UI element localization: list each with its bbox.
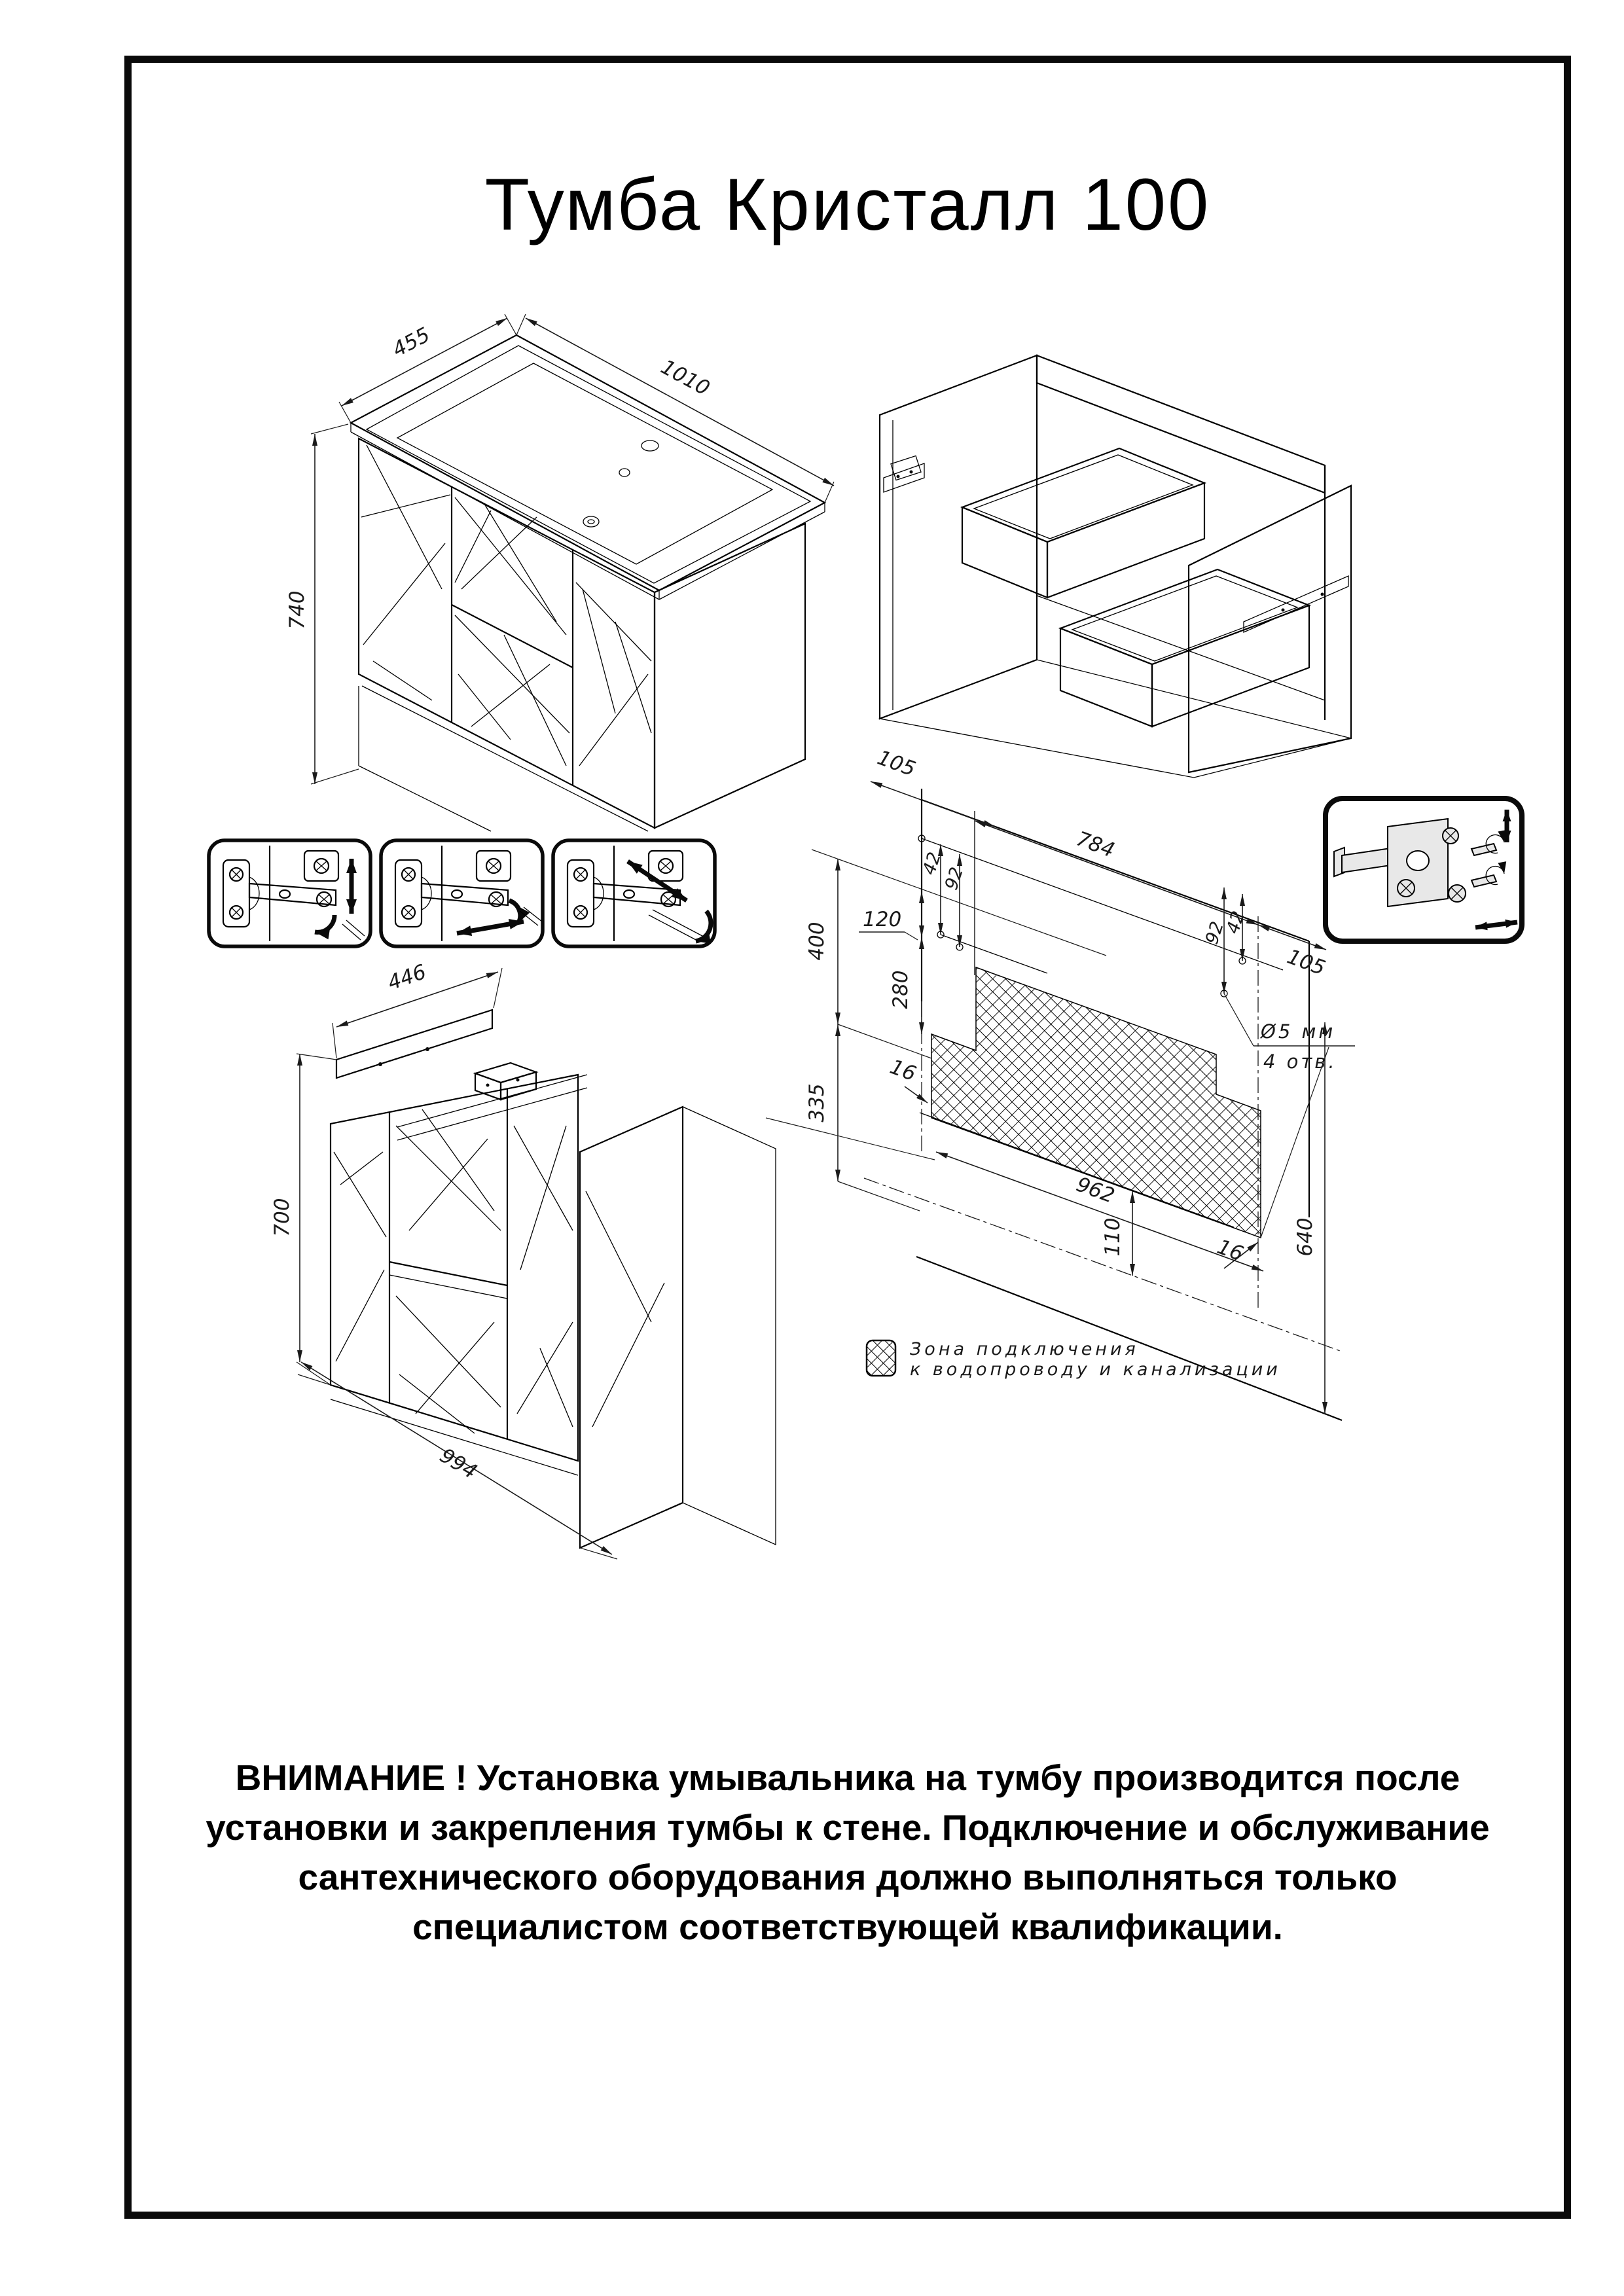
hole-note-line1: Ø5 мм xyxy=(1261,1020,1336,1043)
hinge-panel-horizontal-adjust xyxy=(381,840,543,946)
dim-lower-zone: 335 xyxy=(805,1083,829,1122)
dim-back-width: 994 xyxy=(435,1443,481,1484)
dim-hole-upper-left: 42 xyxy=(918,850,945,878)
dim-hole-lower-left: 92 xyxy=(941,865,967,893)
faucet-hole xyxy=(641,440,659,451)
mounting-bracket xyxy=(475,1063,536,1100)
dim-zone-height: 280 xyxy=(889,970,912,1009)
dim-back-height: 700 xyxy=(270,1198,294,1237)
dim-hole-upper-right: 42 xyxy=(1222,908,1249,937)
dim-inset-right: 16 xyxy=(1214,1234,1247,1266)
dim-zone-width: 962 xyxy=(1073,1172,1118,1208)
dim-offset-right: 105 xyxy=(1284,944,1329,980)
cabinet-body xyxy=(359,439,805,831)
dim-offset-left: 105 xyxy=(874,745,919,781)
hole-dimensions-left xyxy=(871,746,1258,950)
sink-countertop xyxy=(351,335,825,600)
warning-line3: сантехнического оборудования должно выполняться только xyxy=(298,1857,1398,1897)
dim-upper-zone: 400 xyxy=(805,922,829,961)
drain-hole xyxy=(583,516,599,527)
dim-back-depth: 446 xyxy=(384,960,429,996)
hinge-panel-diagonal-adjust xyxy=(553,840,715,946)
overflow-hole xyxy=(619,469,630,476)
dim-center-offset: 110 xyxy=(1101,1217,1125,1257)
warning-line4: специалистом соответствующей квалификации. xyxy=(412,1907,1283,1947)
warning-line1: ВНИМАНИЕ ! Установка умывальника на тумбу производится после xyxy=(235,1757,1460,1798)
hatch-swatch-icon xyxy=(865,1339,897,1377)
dim-holes-span: 784 xyxy=(1073,827,1118,863)
crystal-pattern xyxy=(361,445,651,766)
page-title: Тумба Кристалл 100 xyxy=(484,164,1211,245)
crystal-pattern-back xyxy=(334,1109,664,1433)
hinge-panel-vertical-adjust xyxy=(209,840,370,946)
warning-text xyxy=(157,1753,1538,1952)
dim-front-depth: 455 xyxy=(388,323,434,362)
dim-front-width: 1010 xyxy=(657,355,714,401)
legend xyxy=(865,1339,1281,1380)
dim-wall-height: 640 xyxy=(1293,1217,1317,1257)
drawer-slide-rail xyxy=(884,456,1348,632)
dim-inset-left: 16 xyxy=(886,1054,920,1086)
bracket-detail-inset xyxy=(1322,795,1525,944)
hole-note-line2: 4 отв. xyxy=(1263,1050,1337,1073)
back-dimensions xyxy=(270,960,617,1559)
dim-rail-drop: 120 xyxy=(863,908,902,931)
dim-front-height: 740 xyxy=(285,590,309,630)
front-dimensions xyxy=(285,314,834,784)
warning-line2: установки и закрепления тумбы к стене. Подключение и обслуживание xyxy=(206,1807,1490,1848)
cabinet-back-body xyxy=(331,1075,776,1548)
dim-hole-lower-right: 92 xyxy=(1201,919,1228,947)
legend-line2: к водопроводу и канализации xyxy=(910,1359,1281,1380)
legend-line1: Зона подключения xyxy=(910,1339,1139,1359)
wall-rail-board xyxy=(336,1010,587,1140)
hole-note xyxy=(1224,994,1355,1073)
hinge-adjustment-panels xyxy=(206,838,723,954)
